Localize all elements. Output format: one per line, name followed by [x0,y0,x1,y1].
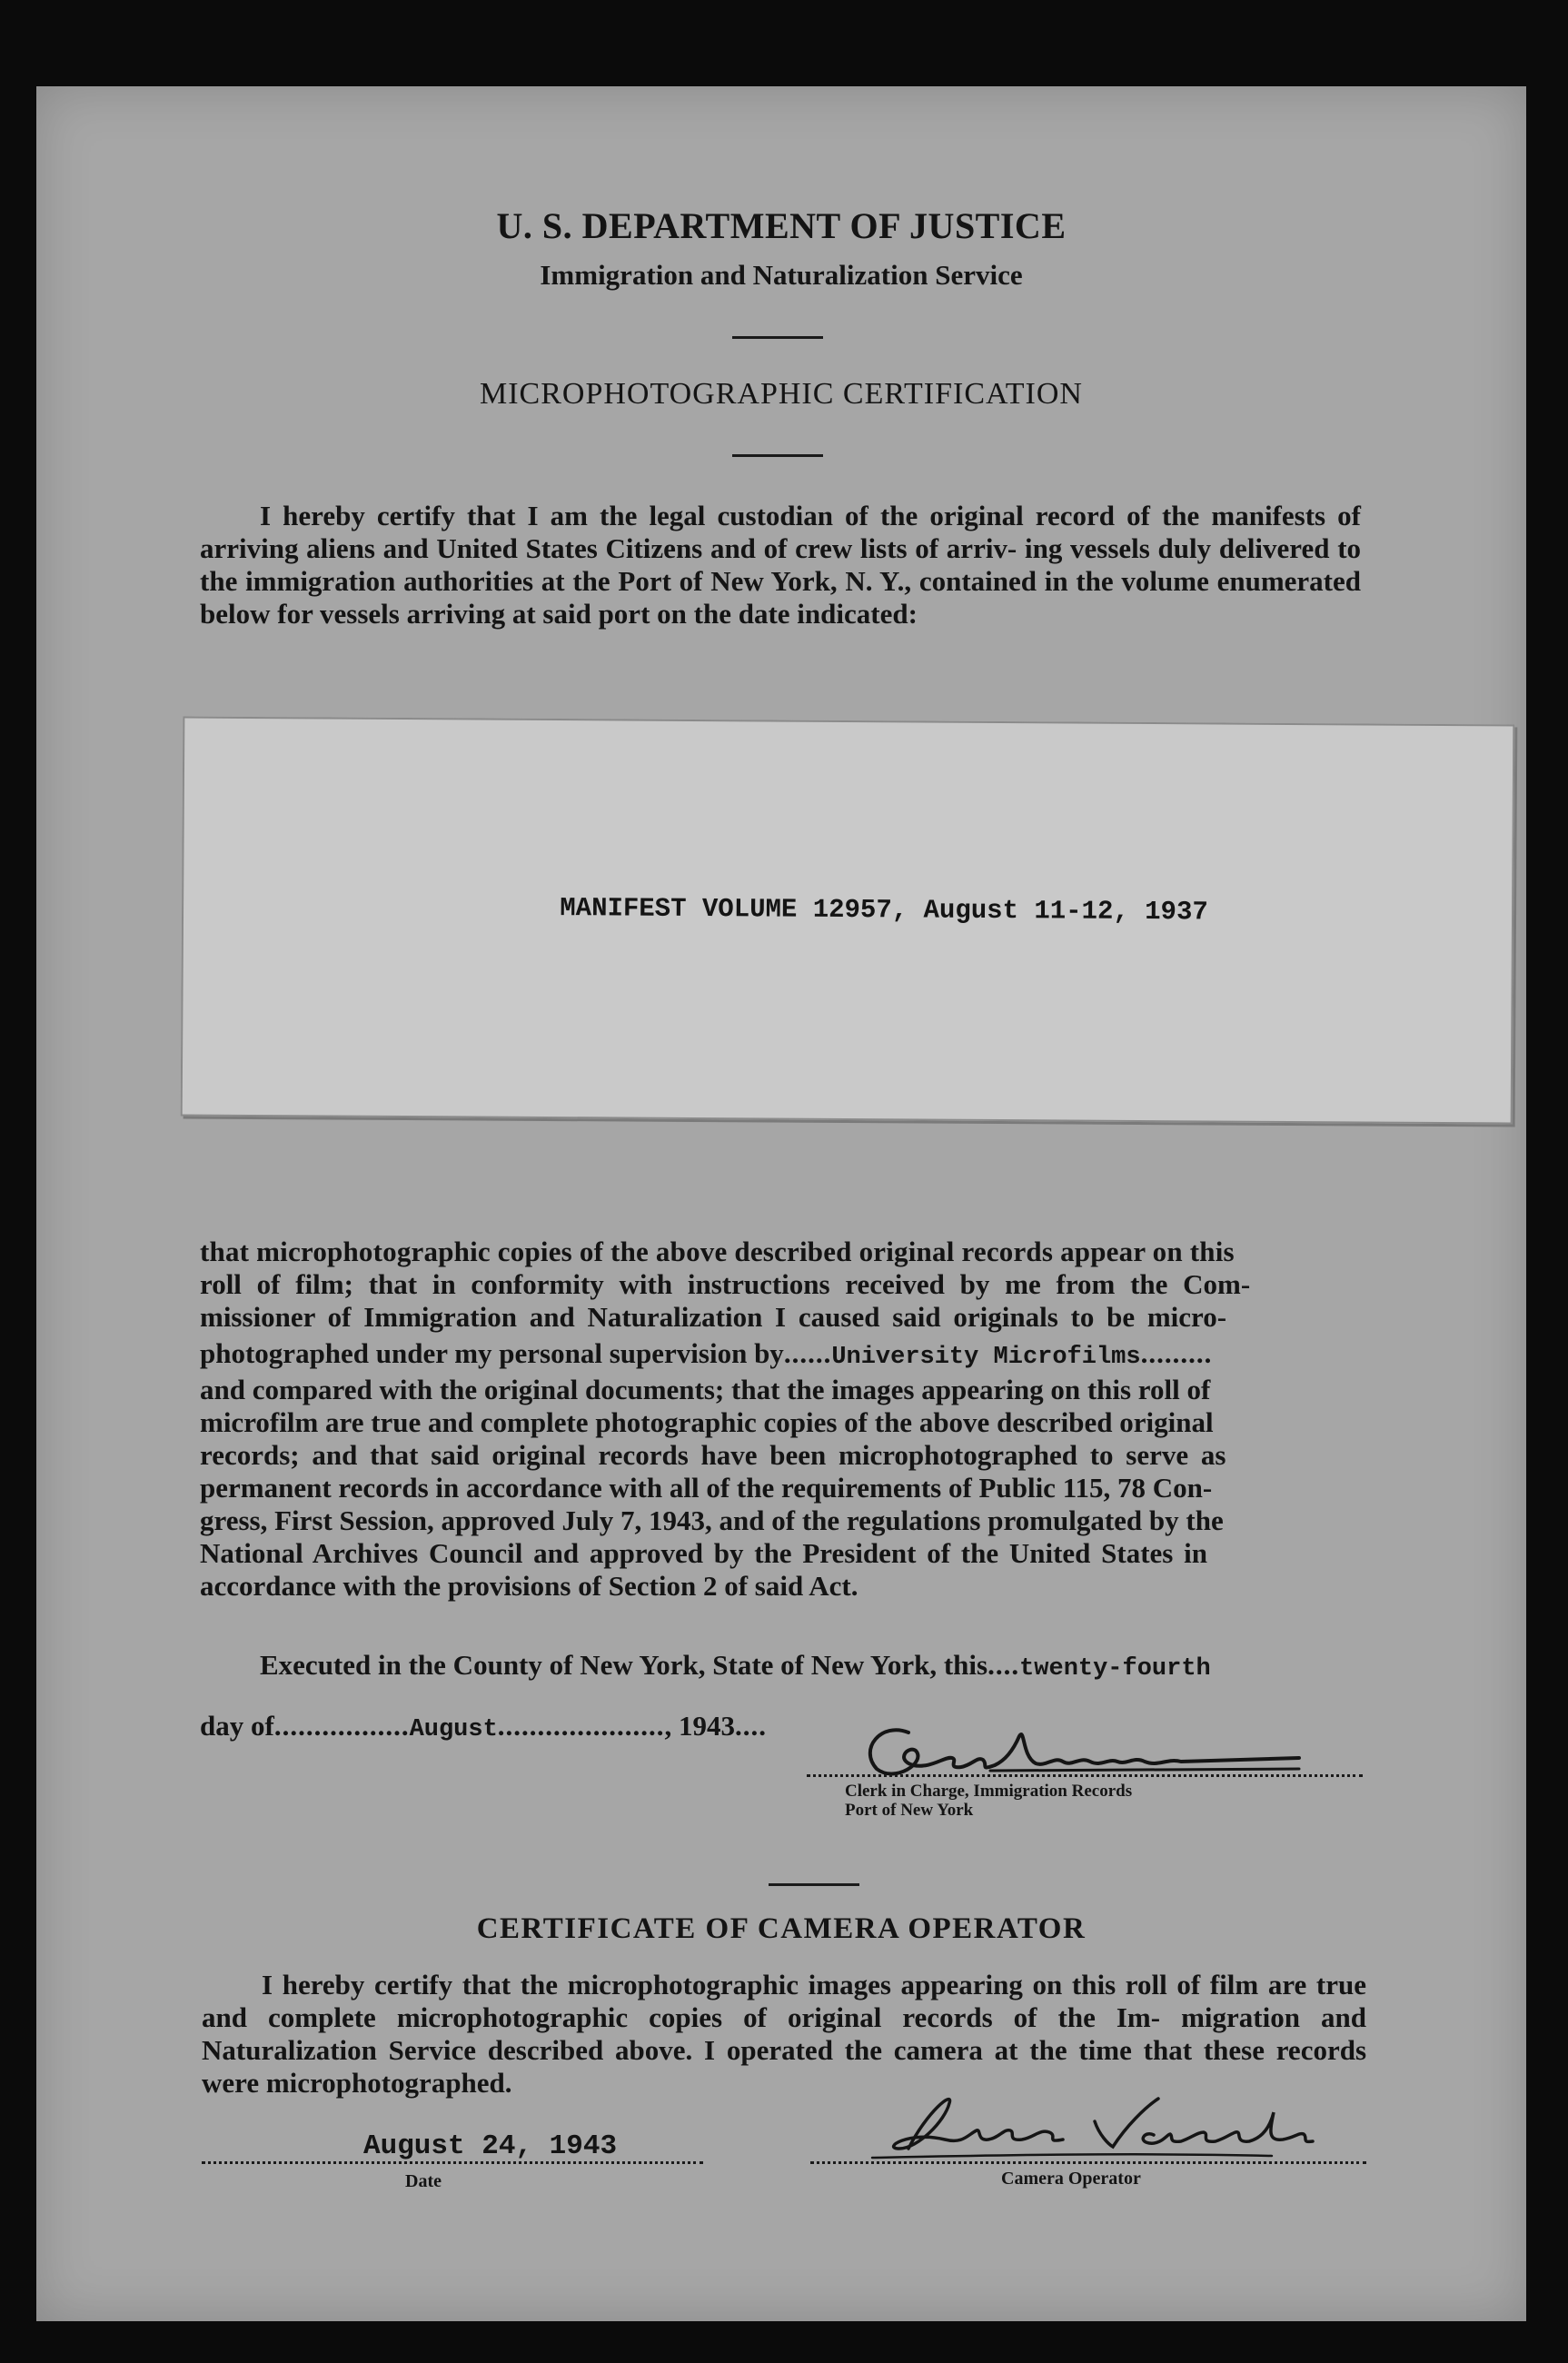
divider-bottom [769,1883,859,1886]
body-paragraph [200,1236,1365,1603]
clerk-title-line-1: Clerk in Charge, Immigration Records [845,1782,1133,1801]
volume-card [181,717,1515,1125]
body-line-9: gress, First Session, approved July 7, 1943, and of the regulations promulgated by the [200,1504,1224,1536]
body-line-7: records; and that said original records have been microphotographed to serve as [200,1439,1226,1471]
body-line-10: National Archives Council and approved by the President of the United States in [200,1537,1207,1569]
dot-leader: ...... [783,1337,832,1369]
body-line-5: and compared with the original documents; that the images appearing on this roll of [200,1374,1211,1405]
camera-line-4: time that these records were microphotographed. [202,2034,1367,2099]
intro-line-3: ing vessels duly delivered to the immigration authorities at the Port of New York, [200,532,1362,597]
execution-year: , 1943 [664,1710,736,1742]
camera-operator-signature-line [810,2161,1366,2164]
manifest-volume-text: MANIFEST VOLUME 12957, August 11-12, 1937 [560,893,1208,928]
dot-leader: ..................... [497,1710,665,1742]
body-line-11: accordance with the provisions of Section 2 of said Act. [200,1570,858,1602]
clerk-title-line-2: Port of New York [845,1801,974,1820]
day-of-label: day of [200,1710,274,1742]
body-line-3: missioner of Immigration and Naturalization I caused said originals to be micro- [200,1301,1227,1333]
certification-title: MICROPHOTOGRAPHIC CERTIFICATION [479,377,1083,411]
day-of-line [200,1710,767,1743]
dot-leader: ......... [1140,1337,1213,1369]
body-line-8: permanent records in accordance with all of the requirements of Public 115, 78 Con- [200,1472,1213,1504]
intro-line-1: I hereby certify that I am the legal custodian of the original record of the [260,500,1200,531]
body-line-6: microfilm are true and complete photographic copies of the above described original [200,1406,1214,1438]
camera-operator-heading: CERTIFICATE OF CAMERA OPERATOR [476,1912,1087,1945]
divider-middle [732,454,823,457]
camera-line-1: I hereby certify that the microphotographic images appearing on this roll of [262,1969,1201,2001]
dot-leader: ................. [273,1710,410,1742]
microfilm-company: University Microfilms [831,1344,1141,1371]
camera-operator-paragraph [202,1969,1366,2100]
camera-line-2: film are true and complete microphotographic copies of original records of the Im- [202,1969,1366,2033]
intro-line-4: N. Y., contained in the volume enumerated below for vessels arriving at said port on [200,565,1362,630]
divider-top [732,336,823,339]
intro-paragraph [200,500,1361,630]
clerk-title [845,1782,1132,1820]
body-line-2: roll of film; that in conformity with instructions received by me from the Com- [200,1268,1251,1300]
supervision-label: photographed under my personal supervision by [200,1337,784,1369]
camera-line-3: migration and Naturalization Service described above. I operated the camera at the [202,2001,1366,2066]
date-label: Date [405,2171,442,2191]
execution-line [260,1649,1211,1683]
operator-signature [854,2085,1326,2167]
execution-month: August [409,1716,498,1743]
intro-line-5: the date indicated: [693,598,918,630]
execution-day: twenty-fourth [1019,1655,1211,1683]
dot-leader: .... [987,1649,1020,1681]
certificate-page [36,86,1526,2321]
clerk-signature-line [807,1774,1363,1777]
department-title: U. S. DEPARTMENT OF JUSTICE [496,205,1067,246]
camera-operator-label: Camera Operator [1001,2169,1141,2189]
service-subtitle: Immigration and Naturalization Service [540,259,1023,291]
body-line-1: that microphotographic copies of the above described original records appear on this [200,1236,1235,1267]
camera-date-value: August 24, 1943 [363,2130,618,2162]
execution-label: Executed in the County of New York, State of New York, this [260,1649,988,1681]
intro-line-2: manifests of arriving aliens and United States Citizens and of crew lists of arriv- [200,500,1361,564]
date-line [202,2161,703,2164]
dot-leader: .... [735,1710,768,1742]
body-line-4 [200,1337,1365,1374]
